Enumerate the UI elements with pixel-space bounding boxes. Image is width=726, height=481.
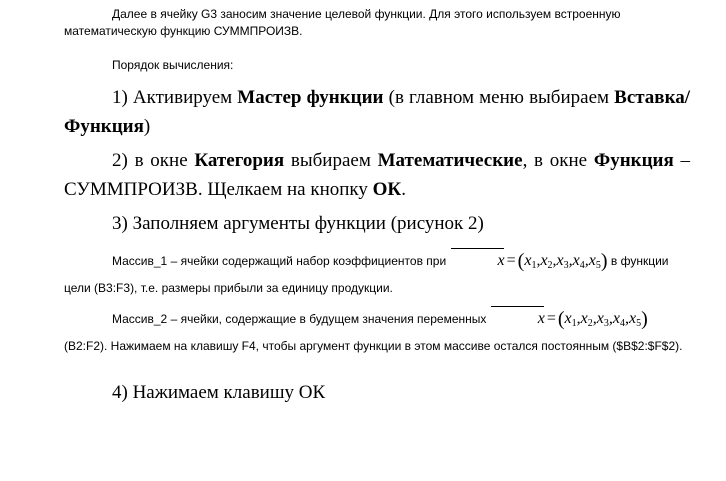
step-1-bold-wizard: Мастер функции xyxy=(237,87,384,108)
step-3-text: 3) Заполняем аргументы функции (рисунок 2) xyxy=(112,213,484,234)
step-4 xyxy=(64,378,690,407)
massiv-2-text-b: (B2:F2). Нажимаем на клавишу F4, чтобы аргумент функции в этом массиве остался постоянным ($B$2:$F$2). xyxy=(64,339,683,353)
paragraph-order xyxy=(64,57,690,74)
step-2-bold-function: Функция xyxy=(593,150,674,171)
step-1-bold-menu: Вставка/Функция xyxy=(64,87,691,137)
massiv-1-text-b: в функции цели (B3:F3), т.е. размеры прибыли за единицу продукции. xyxy=(64,254,669,295)
step-2-text-f: . xyxy=(401,179,406,200)
step-2-text-a: 2) в окне xyxy=(112,150,195,171)
vector-x-formula: $x = (x_1,x_2,x_3,x_4,x_5)$ xyxy=(450,252,608,269)
paragraph-intro xyxy=(64,6,690,40)
step-1-text-a: 1) Активируем xyxy=(112,87,238,108)
paragraph-intro-text: Далее в ячейку G3 заносим значение целевой функции. Для этого используем встроенную математическую функцию СУММПРОИЗВ. xyxy=(64,7,621,38)
step-2-bold-category: Категория xyxy=(194,150,285,171)
vector-x-formula-2: $x = (x_1,x_2,x_3,x_4,x_5)$ xyxy=(490,310,648,327)
step-2-text-c: выбираем xyxy=(284,150,378,171)
formula-var: x xyxy=(450,249,505,272)
paragraph-massiv-1 xyxy=(64,249,690,300)
step-2 xyxy=(64,146,690,204)
formula-close: ) xyxy=(600,250,608,272)
massiv-2-text-a: Массив_2 – ячейки, содержащие в будущем значения переменных xyxy=(112,312,490,326)
step-2-text-d: , в окне xyxy=(522,150,594,171)
formula-eq: = xyxy=(506,252,516,269)
paragraph-order-text: Порядок вычисления: xyxy=(112,58,234,72)
step-4-text: 4) Нажимаем клавишу ОК xyxy=(112,382,326,403)
step-1-text-d: ) xyxy=(143,116,151,137)
step-1-text-c: (в главном меню выбираем xyxy=(383,87,615,108)
massiv-1-text-a: Массив_1 – ячейки содержащий набор коэффициентов при xyxy=(112,254,450,268)
step-2-bold-math: Математические xyxy=(377,150,523,171)
step-1 xyxy=(64,83,690,141)
step-3 xyxy=(64,209,690,238)
formula-open: ( xyxy=(517,250,525,272)
paragraph-massiv-2 xyxy=(64,307,690,358)
step-2-text-e: – СУММПРОИЗВ. Щелкаем на кнопку xyxy=(64,150,691,200)
step-2-bold-ok: ОК xyxy=(372,179,402,200)
